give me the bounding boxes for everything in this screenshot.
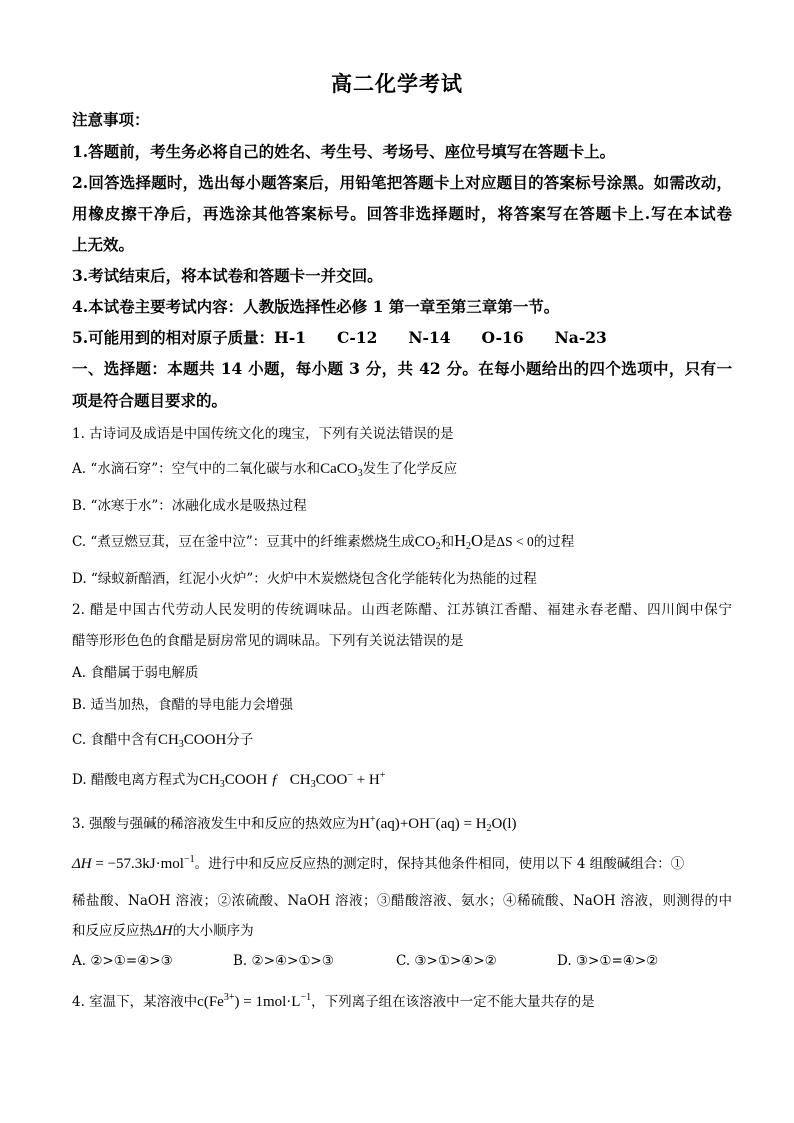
formula-text: = 1mol·L [239, 994, 301, 1010]
delta-h-symbol: ΔH [72, 856, 92, 872]
notice-item-2-line-1: 2.回答选择题时，选出每小题答案后，用铅笔把答题卡上对应题目的答案标号涂黑。如需改动， [72, 173, 732, 192]
formula-text: + H [352, 772, 380, 788]
question-3-text: 3. 强酸与强碱的稀溶液发生中和反应的热效应为 [72, 816, 360, 832]
formula-text: OH [408, 816, 430, 832]
question-3-option-a: A. ②>①=④>③ [72, 953, 173, 969]
formula-text: CH [289, 772, 311, 788]
question-3-option-d: D. ③>①=④>② [557, 953, 659, 969]
concentration-symbol: c [197, 994, 204, 1010]
question-3-option-b: B. ②>④>①>③ [233, 953, 334, 969]
question-2-stem-line-1: 2. 醋是中国古代劳动人民发明的传统调味品。山西老陈醋、江苏镇江香醋、福建永春老醋、四川阆中保宁 [72, 602, 732, 618]
charge-superscript: − [347, 770, 353, 781]
charge-superscript: − [429, 814, 436, 825]
question-3-option-c: C. ③>①>④>② [396, 953, 497, 969]
enthalpy-value [72, 856, 195, 872]
formula-text: COOH [224, 772, 268, 788]
question-3-stem-line-3: 稀盐酸、NaOH 溶液；②浓硫酸、NaOH 溶液；③醋酸溶液、氨水；④稀硫酸、NaOH 溶液，则测得的中 [72, 893, 732, 909]
notice-item-2-line-2: 用橡皮擦干净后，再选涂其他答案标号。回答非选择题时，将答案写在答题卡上.写在本试卷 [72, 204, 732, 223]
question-3-text: 和反应反应热 [72, 923, 153, 939]
question-3-stem-line-1 [72, 812, 732, 833]
charge-superscript: 3+ [223, 992, 235, 1003]
option-c-text-end: 分子 [226, 732, 254, 748]
question-2-stem-line-2: 醋等形形色色的食醋是厨房常见的调味品。下列有关说法错误的是 [72, 633, 464, 649]
formula-text: COOH [183, 732, 227, 748]
question-1-option-b: B. “冰寒于水”：冰融化成水是吸热过程 [72, 498, 307, 514]
question-1-option-a [72, 457, 732, 478]
reversible-arrow-glyph: ƒ [271, 772, 279, 788]
delta-h-symbol: ΔH [153, 923, 173, 939]
formula-subscript: 3 [310, 779, 316, 790]
option-d-text: D. 醋酸电离方程式为 [72, 772, 199, 788]
charge-superscript: + [379, 770, 386, 781]
exam-title: 高二化学考试 [331, 71, 463, 96]
option-c-text: C. 食醋中含有 [72, 732, 158, 748]
question-3-text-end: 的大小顺序为 [172, 923, 254, 939]
formula-text: O [471, 531, 483, 550]
formula-co2 [415, 534, 441, 550]
formula-ch3cooh [158, 732, 226, 748]
ionization-equation [199, 772, 385, 788]
question-2-option-c [72, 728, 732, 749]
formula-subscript: 3 [219, 779, 225, 790]
formula-text: H [454, 531, 466, 550]
section-1-heading-line-1: 一、选择题：本题共 14 小题，每小题 3 分，共 42 分。在每小题给出的四个选项中，只有一 [72, 359, 732, 378]
formula-subscript: 2 [435, 541, 441, 552]
question-2-option-d [72, 768, 732, 789]
question-4-stem [72, 990, 732, 1011]
formula-caco3 [320, 461, 363, 477]
state-label: (aq) [375, 816, 400, 832]
section-1-heading-line-2: 项是符合题目要求的。 [72, 391, 228, 410]
formula-text: CaCO [320, 461, 358, 477]
formula-text: O [491, 816, 503, 832]
notice-heading: 注意事项： [72, 110, 150, 129]
option-a-text-end: 发生了化学反应 [362, 461, 458, 477]
notice-item-2-line-3: 上无效。 [72, 235, 135, 254]
notice-item-5: 5.可能用到的相对原子质量：H-1 C-12 N-14 O-16 Na-23 [72, 328, 607, 347]
charge-superscript: + [370, 814, 376, 825]
formula-text: Fe [208, 994, 224, 1010]
question-3-text: 。进行中和反应反应热的测定时，保持其他条件相同，使用以下 4 组酸碱组合：① [194, 856, 685, 872]
notice-item-3: 3.考试结束后，将本试卷和答题卡一并交回。 [72, 266, 383, 285]
question-4-text-end: ，下列离子组在该溶液中一定不能大量共存的是 [311, 994, 595, 1010]
formula-text: CH [157, 732, 179, 748]
state-label: (l) [502, 816, 517, 832]
formula-h2o [454, 531, 483, 550]
option-a-text: A. “水滴石穿”：空气中的二氧化碳与水和 [72, 461, 321, 477]
option-c-is: 是 [482, 534, 497, 550]
question-3-stem-line-2 [72, 852, 732, 873]
formula-text: COO [315, 772, 348, 788]
unit-superscript: −1 [183, 854, 195, 865]
formula-subscript: 2 [486, 823, 492, 834]
formula-subscript: 3 [178, 739, 184, 750]
question-2-option-b: B. 适当加热，食醋的导电能力会增强 [72, 697, 294, 713]
option-c-text-end: 的过程 [533, 534, 575, 550]
question-1-option-d: D. “绿蚁新醅酒，红泥小火炉”：火炉中木炭燃烧包含化学能转化为热能的过程 [72, 571, 537, 587]
entropy-condition: ΔS < 0 [496, 534, 534, 549]
formula-text: = H [459, 816, 487, 832]
state-label: (aq) [435, 816, 460, 832]
option-c-text: C. “煮豆燃豆萁，豆在釜中泣”：豆萁中的纤维素燃烧生成 [72, 534, 415, 550]
question-4-text: 4. 室温下，某溶液中 [72, 994, 198, 1010]
option-c-and: 和 [440, 534, 455, 550]
plus-sign: + [399, 816, 409, 832]
question-3-stem-line-4 [72, 919, 732, 940]
formula-subscript: 2 [466, 541, 471, 552]
notice-item-1: 1.答题前，考生务必将自己的姓名、考生号、考场号、座位号填写在答题卡上。 [72, 142, 616, 161]
notice-item-4: 4.本试卷主要考试内容：人教版选择性必修 1 第一章至第三章第一节。 [72, 297, 560, 316]
unit-superscript: −1 [300, 992, 312, 1003]
question-2-option-a: A. 食醋属于弱电解质 [72, 665, 199, 681]
formula-text: CO [414, 534, 436, 550]
formula-text: H [359, 816, 371, 832]
question-1-stem: 1. 古诗词及成语是中国传统文化的瑰宝，下列有关说法错误的是 [72, 426, 454, 442]
question-1-option-c [72, 530, 732, 551]
formula-text: CH [198, 772, 220, 788]
formula-text: = −57.3kJ·mol [91, 856, 184, 872]
iron-concentration: $c(Fe^{3+}) = 1mol\cdot L^{-1}$ [197, 992, 312, 1010]
formula-subscript: 3 [357, 468, 363, 479]
neutralization-equation [359, 816, 516, 832]
